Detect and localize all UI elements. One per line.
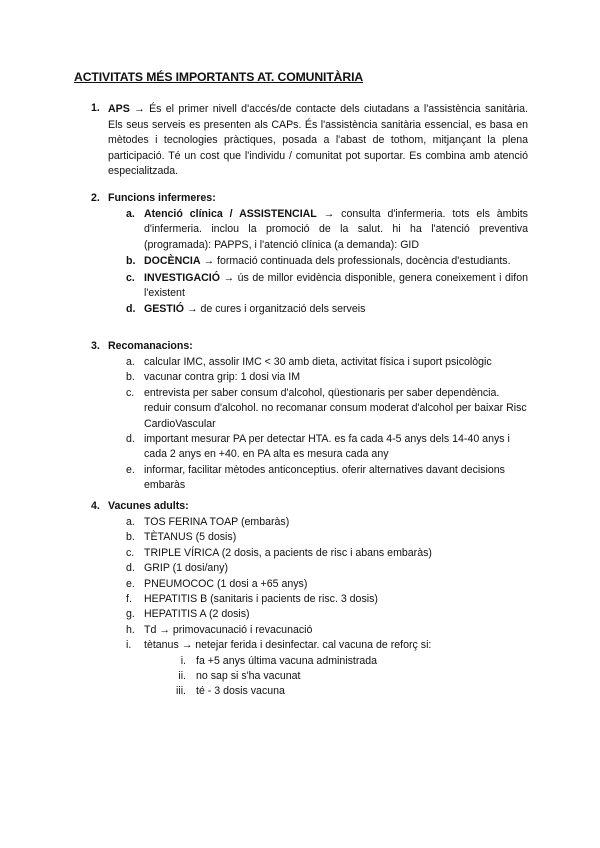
section-1-paragraph [108,102,528,180]
funcions-list [108,207,528,318]
sublist-item: iii. té - 3 dosis vacuna [175,685,285,698]
list-item: i. tètanus → netejar ferida i desinfectar. cal vacuna de reforç si: i. fa +5 anys última vacuna administrada ii. no sap si s'ha vacunat iii. té - 3 dosis vacuna [108,638,528,700]
list-item: e. PNEUMOCOC (1 dosi a +65 anys) [126,577,308,590]
list-item: a. calcular IMC, assolir IMC < 30 amb dieta, activitat física i suport psicològic [126,356,492,368]
list-item: d. important mesurar PA per detectar HTA. es fa cada 4-5 anys dels 14-40 anys i cada 2 anys en +40. en PA alta es mesura cada any [126,433,510,461]
list-item: c. entrevista per saber consum d'alcohol, qüestionaris per saber dependència. reduir consum d'alcohol. no recomanar consum moderat d'alcohol per baixar Risc CardioVascular [126,386,527,430]
list-item: d. GESTIÓ → de cures i organització dels serveis [126,303,366,316]
list-item: e. informar, facilitar mètodes anticonceptius. oferir alternatives davant decisions embaràs [126,463,505,492]
list-item: f. HEPATITIS B (sanitaris i pacients de risc. 3 dosis) [126,593,378,606]
list-item: b. vacunar contra grip: 1 dosi via IM [126,371,301,384]
sublist-item: ii. no sap si s'ha vacunat [178,670,301,683]
page-title: ACTIVITATS MÉS IMPORTANTS AT. COMUNITÀRIA [74,70,364,84]
list-item: h. Td → primovacunació i revacunació [126,623,313,636]
aps-term: APS [108,103,130,115]
recomanacions-list [108,355,528,494]
list-item: c. TRIPLE VÍRICA (2 dosis, a pacients de risc i abans embaràs) [126,546,432,559]
list-item: a. Atenció clínica / ASSISTENCIAL → consulta d'infermeria. tots els àmbits d'infermeria. inclou la promoció de la salut. hi ha l'atenció preventiva (programada): PAPPS, i l'atenció clínica (a demanda): GID [126,208,528,251]
list-item: c. INVESTIGACIÓ → ús de millor evidència disponible, genera coneixement i difon l'existent [126,271,528,300]
aps-description: → És el primer nivell d'accés/de contacte dels ciutadans a l'assistència sanitària. Els seus serveis es presenten als CAPs. És l'assistència sanitària essencial, es basa en mètodes i tecnologies pràctiques, posada a l'abast de tothom, mitjançant la plena participació. Té un cost que l'individu / comunitat pot suportar. Es combina amb atenció especialitzada. [108,103,528,177]
section-3-heading: 3. Recomanacions: [91,340,193,352]
section-4-heading: 4. Vacunes adults: [91,500,189,512]
list-item: d. GRIP (1 dosi/any) [126,562,228,575]
section-1-number: 1. [91,102,100,114]
list-item: b. TÈTANUS (5 dosis) [126,531,237,544]
vacunes-list [108,515,528,700]
tetanus-sublist [166,654,528,700]
list-item: g. HEPATITIS A (2 dosis) [126,608,250,621]
list-item: a. TOS FERINA TOAP (embaràs) [126,516,290,528]
sublist-item: i. fa +5 anys última vacuna administrada [180,654,378,667]
list-item: b. DOCÈNCIA → formació continuada dels professionals, docència d'estudiants. [126,255,511,268]
section-2-heading: 2. Funcions infermeres: [91,192,216,204]
